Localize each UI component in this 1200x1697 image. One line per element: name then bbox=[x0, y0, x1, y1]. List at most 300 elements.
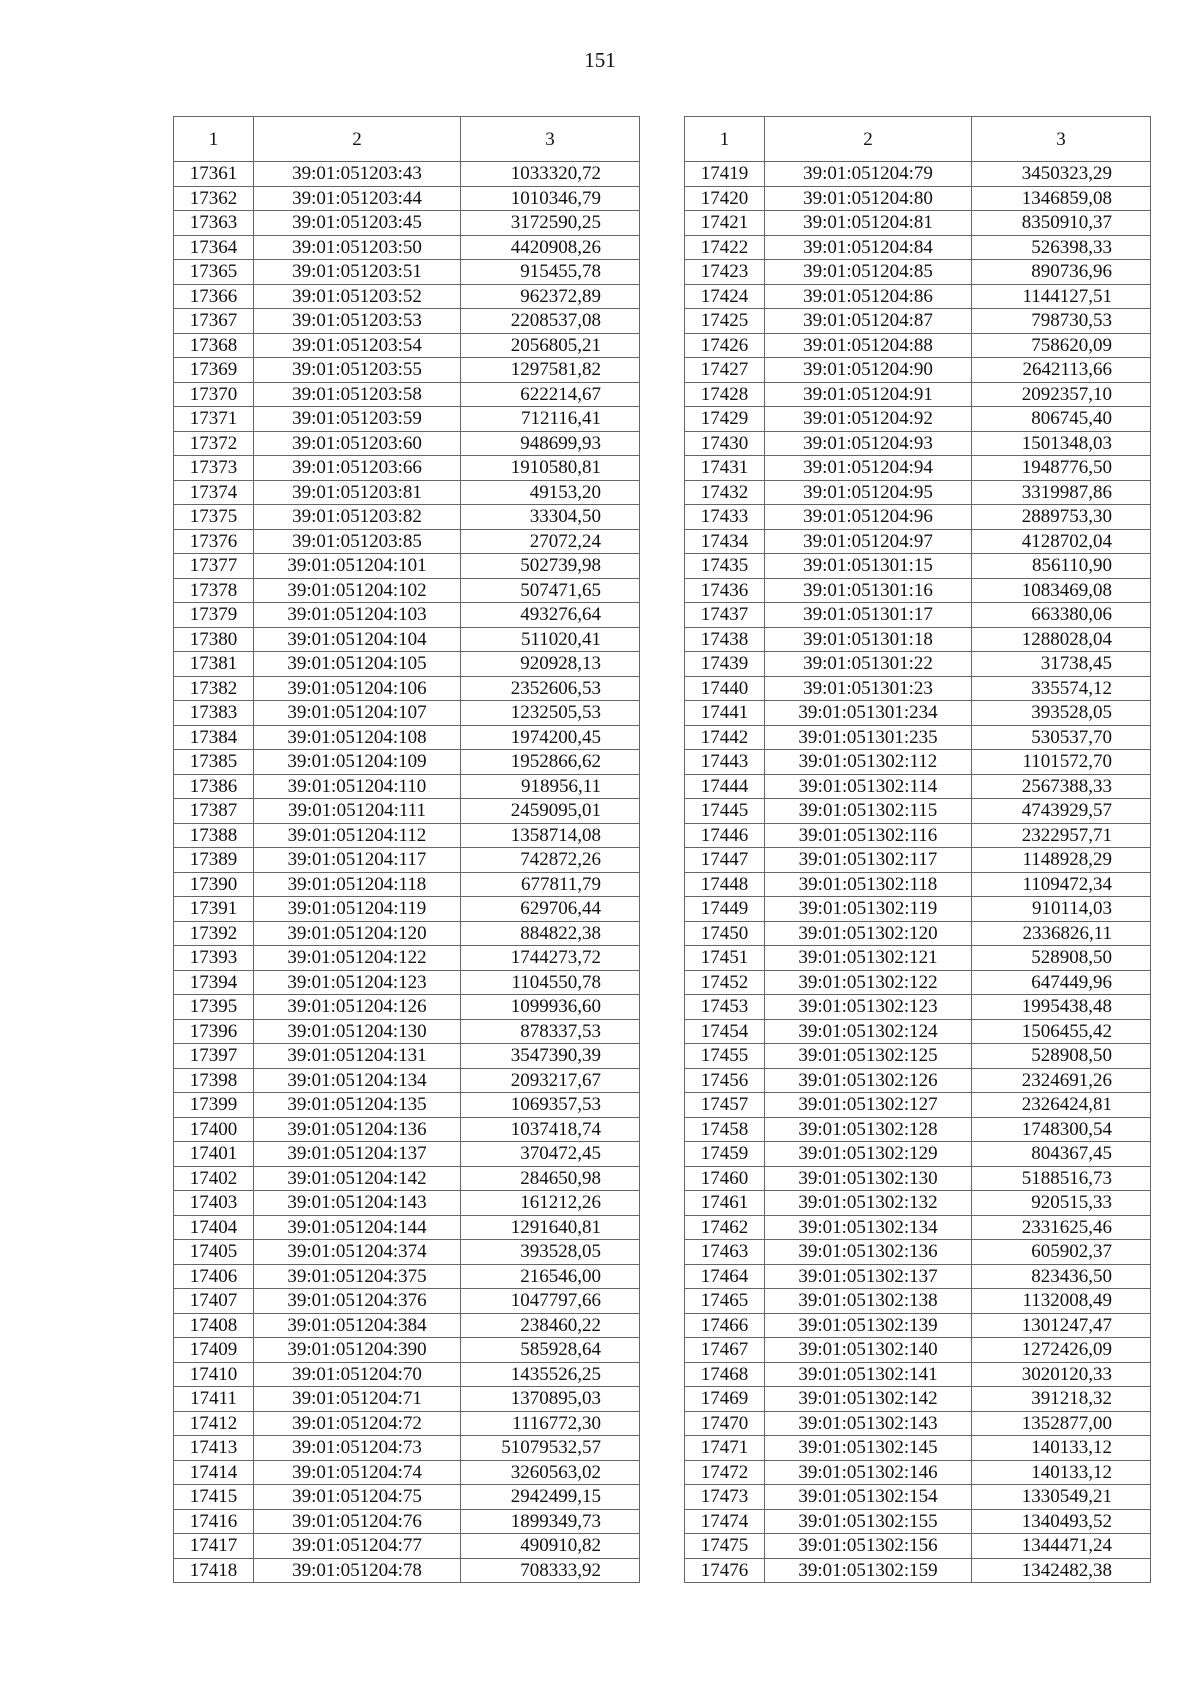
table-row bbox=[685, 1093, 1151, 1118]
cadastral-value: 3319987,86 bbox=[972, 480, 1151, 505]
cadastral-value: 3547390,39 bbox=[461, 1044, 640, 1069]
row-number: 17410 bbox=[174, 1362, 254, 1387]
cadastral-value: 51079532,57 bbox=[461, 1436, 640, 1461]
table-row bbox=[685, 186, 1151, 211]
cadastral-value: 2092357,10 bbox=[972, 382, 1151, 407]
table-row bbox=[685, 1166, 1151, 1191]
cadastral-number: 39:01:051302:126 bbox=[765, 1068, 972, 1093]
row-number: 17423 bbox=[685, 260, 765, 285]
row-number: 17429 bbox=[685, 407, 765, 432]
cadastral-value: 5188516,73 bbox=[972, 1166, 1151, 1191]
cadastral-number: 39:01:051203:43 bbox=[254, 162, 461, 187]
cadastral-number: 39:01:051301:23 bbox=[765, 676, 972, 701]
cadastral-number: 39:01:051302:142 bbox=[765, 1387, 972, 1412]
cadastral-number: 39:01:051302:129 bbox=[765, 1142, 972, 1167]
cadastral-number: 39:01:051203:82 bbox=[254, 505, 461, 530]
table-row bbox=[174, 407, 640, 432]
cadastral-number: 39:01:051204:87 bbox=[765, 309, 972, 334]
row-number: 17466 bbox=[685, 1313, 765, 1338]
row-number: 17445 bbox=[685, 799, 765, 824]
table-row bbox=[685, 1485, 1151, 1510]
table-row bbox=[685, 848, 1151, 873]
table-row bbox=[685, 799, 1151, 824]
table-row bbox=[685, 603, 1151, 628]
row-number: 17420 bbox=[685, 186, 765, 211]
cadastral-value: 335574,12 bbox=[972, 676, 1151, 701]
cadastral-value: 1069357,53 bbox=[461, 1093, 640, 1118]
row-number: 17476 bbox=[685, 1558, 765, 1583]
cadastral-number: 39:01:051302:119 bbox=[765, 897, 972, 922]
table-row bbox=[685, 554, 1151, 579]
cadastral-value: 1952866,62 bbox=[461, 750, 640, 775]
table-row bbox=[685, 260, 1151, 285]
row-number: 17435 bbox=[685, 554, 765, 579]
table-row bbox=[685, 235, 1151, 260]
cadastral-value: 2352606,53 bbox=[461, 676, 640, 701]
row-number: 17407 bbox=[174, 1289, 254, 1314]
row-number: 17403 bbox=[174, 1191, 254, 1216]
row-number: 17458 bbox=[685, 1117, 765, 1142]
cadastral-value: 1995438,48 bbox=[972, 995, 1151, 1020]
cadastral-value: 490910,82 bbox=[461, 1534, 640, 1559]
row-number: 17430 bbox=[685, 431, 765, 456]
row-number: 17392 bbox=[174, 921, 254, 946]
row-number: 17467 bbox=[685, 1338, 765, 1363]
row-number: 17464 bbox=[685, 1264, 765, 1289]
table-row bbox=[685, 701, 1151, 726]
table-row bbox=[685, 1509, 1151, 1534]
table-row bbox=[174, 1142, 640, 1167]
cadastral-value: 1132008,49 bbox=[972, 1289, 1151, 1314]
cadastral-number: 39:01:051204:73 bbox=[254, 1436, 461, 1461]
cadastral-value: 4128702,04 bbox=[972, 529, 1151, 554]
table-row bbox=[685, 480, 1151, 505]
table-row bbox=[685, 1534, 1151, 1559]
left-table-body bbox=[174, 162, 640, 1583]
cadastral-value: 712116,41 bbox=[461, 407, 640, 432]
cadastral-value: 605902,37 bbox=[972, 1240, 1151, 1265]
cadastral-number: 39:01:051302:112 bbox=[765, 750, 972, 775]
table-row bbox=[685, 505, 1151, 530]
cadastral-number: 39:01:051204:70 bbox=[254, 1362, 461, 1387]
cadastral-number: 39:01:051204:84 bbox=[765, 235, 972, 260]
table-row bbox=[174, 1362, 640, 1387]
cadastral-value: 1109472,34 bbox=[972, 872, 1151, 897]
cadastral-number: 39:01:051204:117 bbox=[254, 848, 461, 873]
table-row bbox=[174, 970, 640, 995]
cadastral-value: 2942499,15 bbox=[461, 1485, 640, 1510]
row-number: 17473 bbox=[685, 1485, 765, 1510]
cadastral-value: 3260563,02 bbox=[461, 1460, 640, 1485]
cadastral-value: 1346859,08 bbox=[972, 186, 1151, 211]
table-row bbox=[685, 1240, 1151, 1265]
row-number: 17468 bbox=[685, 1362, 765, 1387]
cadastral-number: 39:01:051204:126 bbox=[254, 995, 461, 1020]
cadastral-value: 526398,33 bbox=[972, 235, 1151, 260]
row-number: 17390 bbox=[174, 872, 254, 897]
table-row bbox=[685, 750, 1151, 775]
cadastral-number: 39:01:051301:234 bbox=[765, 701, 972, 726]
row-number: 17398 bbox=[174, 1068, 254, 1093]
table-row bbox=[174, 1240, 640, 1265]
table-row bbox=[685, 1068, 1151, 1093]
table-row bbox=[685, 211, 1151, 236]
table-row bbox=[174, 1019, 640, 1044]
table-row bbox=[174, 701, 640, 726]
cadastral-value: 1037418,74 bbox=[461, 1117, 640, 1142]
cadastral-value: 2567388,33 bbox=[972, 774, 1151, 799]
cadastral-value: 798730,53 bbox=[972, 309, 1151, 334]
table-row bbox=[685, 1264, 1151, 1289]
cadastral-number: 39:01:051203:81 bbox=[254, 480, 461, 505]
row-number: 17450 bbox=[685, 921, 765, 946]
cadastral-number: 39:01:051302:118 bbox=[765, 872, 972, 897]
cadastral-number: 39:01:051204:119 bbox=[254, 897, 461, 922]
cadastral-number: 39:01:051302:141 bbox=[765, 1362, 972, 1387]
table-row bbox=[174, 333, 640, 358]
cadastral-value: 823436,50 bbox=[972, 1264, 1151, 1289]
row-number: 17385 bbox=[174, 750, 254, 775]
row-number: 17363 bbox=[174, 211, 254, 236]
table-row bbox=[174, 431, 640, 456]
row-number: 17438 bbox=[685, 627, 765, 652]
table-row bbox=[685, 995, 1151, 1020]
table-row bbox=[174, 774, 640, 799]
cadastral-number: 39:01:051302:140 bbox=[765, 1338, 972, 1363]
row-number: 17408 bbox=[174, 1313, 254, 1338]
cadastral-number: 39:01:051203:55 bbox=[254, 358, 461, 383]
cadastral-number: 39:01:051204:143 bbox=[254, 1191, 461, 1216]
row-number: 17393 bbox=[174, 946, 254, 971]
cadastral-value: 1232505,53 bbox=[461, 701, 640, 726]
row-number: 17387 bbox=[174, 799, 254, 824]
row-number: 17422 bbox=[685, 235, 765, 260]
cadastral-number: 39:01:051302:127 bbox=[765, 1093, 972, 1118]
cadastral-value: 31738,45 bbox=[972, 652, 1151, 677]
cadastral-value: 528908,50 bbox=[972, 946, 1151, 971]
right-table bbox=[684, 116, 1151, 1583]
cadastral-value: 1083469,08 bbox=[972, 578, 1151, 603]
cadastral-number: 39:01:051204:81 bbox=[765, 211, 972, 236]
row-number: 17465 bbox=[685, 1289, 765, 1314]
cadastral-value: 502739,98 bbox=[461, 554, 640, 579]
row-number: 17406 bbox=[174, 1264, 254, 1289]
row-number: 17374 bbox=[174, 480, 254, 505]
cadastral-number: 39:01:051204:376 bbox=[254, 1289, 461, 1314]
header-col-2: 2 bbox=[254, 117, 461, 162]
table-row bbox=[685, 456, 1151, 481]
table-row bbox=[174, 1093, 640, 1118]
row-number: 17418 bbox=[174, 1558, 254, 1583]
table-row bbox=[685, 1044, 1151, 1069]
row-number: 17472 bbox=[685, 1460, 765, 1485]
table-row bbox=[174, 358, 640, 383]
cadastral-value: 890736,96 bbox=[972, 260, 1151, 285]
right-table-body bbox=[685, 162, 1151, 1583]
row-number: 17381 bbox=[174, 652, 254, 677]
row-number: 17395 bbox=[174, 995, 254, 1020]
table-row bbox=[174, 603, 640, 628]
row-number: 17364 bbox=[174, 235, 254, 260]
row-number: 17475 bbox=[685, 1534, 765, 1559]
cadastral-value: 1148928,29 bbox=[972, 848, 1151, 873]
cadastral-value: 391218,32 bbox=[972, 1387, 1151, 1412]
cadastral-number: 39:01:051302:130 bbox=[765, 1166, 972, 1191]
cadastral-number: 39:01:051204:142 bbox=[254, 1166, 461, 1191]
table-row bbox=[174, 235, 640, 260]
table-row bbox=[685, 358, 1151, 383]
row-number: 17426 bbox=[685, 333, 765, 358]
cadastral-value: 33304,50 bbox=[461, 505, 640, 530]
cadastral-number: 39:01:051203:53 bbox=[254, 309, 461, 334]
cadastral-value: 2208537,08 bbox=[461, 309, 640, 334]
row-number: 17401 bbox=[174, 1142, 254, 1167]
cadastral-value: 161212,26 bbox=[461, 1191, 640, 1216]
cadastral-value: 2322957,71 bbox=[972, 823, 1151, 848]
cadastral-value: 1435526,25 bbox=[461, 1362, 640, 1387]
cadastral-value: 910114,03 bbox=[972, 897, 1151, 922]
cadastral-number: 39:01:051302:154 bbox=[765, 1485, 972, 1510]
row-number: 17361 bbox=[174, 162, 254, 187]
row-number: 17413 bbox=[174, 1436, 254, 1461]
cadastral-number: 39:01:051302:139 bbox=[765, 1313, 972, 1338]
table-row bbox=[685, 1313, 1151, 1338]
cadastral-value: 8350910,37 bbox=[972, 211, 1151, 236]
cadastral-number: 39:01:051204:107 bbox=[254, 701, 461, 726]
cadastral-number: 39:01:051302:134 bbox=[765, 1215, 972, 1240]
row-number: 17437 bbox=[685, 603, 765, 628]
table-row bbox=[174, 1191, 640, 1216]
cadastral-number: 39:01:051204:80 bbox=[765, 186, 972, 211]
row-number: 17470 bbox=[685, 1411, 765, 1436]
cadastral-value: 370472,45 bbox=[461, 1142, 640, 1167]
cadastral-value: 140133,12 bbox=[972, 1460, 1151, 1485]
cadastral-number: 39:01:051203:50 bbox=[254, 235, 461, 260]
cadastral-number: 39:01:051204:74 bbox=[254, 1460, 461, 1485]
row-number: 17431 bbox=[685, 456, 765, 481]
cadastral-number: 39:01:051203:52 bbox=[254, 284, 461, 309]
cadastral-number: 39:01:051204:105 bbox=[254, 652, 461, 677]
cadastral-value: 393528,05 bbox=[972, 701, 1151, 726]
cadastral-number: 39:01:051302:136 bbox=[765, 1240, 972, 1265]
table-row bbox=[174, 505, 640, 530]
table-row bbox=[685, 1558, 1151, 1583]
table-row bbox=[174, 627, 640, 652]
cadastral-value: 585928,64 bbox=[461, 1338, 640, 1363]
table-row bbox=[174, 1411, 640, 1436]
cadastral-value: 1291640,81 bbox=[461, 1215, 640, 1240]
cadastral-number: 39:01:051204:112 bbox=[254, 823, 461, 848]
table-row bbox=[685, 284, 1151, 309]
row-number: 17460 bbox=[685, 1166, 765, 1191]
cadastral-value: 677811,79 bbox=[461, 872, 640, 897]
row-number: 17443 bbox=[685, 750, 765, 775]
cadastral-number: 39:01:051204:91 bbox=[765, 382, 972, 407]
row-number: 17448 bbox=[685, 872, 765, 897]
cadastral-value: 2326424,81 bbox=[972, 1093, 1151, 1118]
row-number: 17369 bbox=[174, 358, 254, 383]
cadastral-number: 39:01:051302:137 bbox=[765, 1264, 972, 1289]
row-number: 17419 bbox=[685, 162, 765, 187]
cadastral-number: 39:01:051302:114 bbox=[765, 774, 972, 799]
table-row bbox=[685, 407, 1151, 432]
cadastral-value: 1358714,08 bbox=[461, 823, 640, 848]
cadastral-number: 39:01:051204:375 bbox=[254, 1264, 461, 1289]
cadastral-value: 216546,00 bbox=[461, 1264, 640, 1289]
table-row bbox=[174, 260, 640, 285]
cadastral-number: 39:01:051204:106 bbox=[254, 676, 461, 701]
row-number: 17447 bbox=[685, 848, 765, 873]
table-row bbox=[685, 578, 1151, 603]
cadastral-number: 39:01:051204:71 bbox=[254, 1387, 461, 1412]
table-row bbox=[685, 1289, 1151, 1314]
cadastral-number: 39:01:051301:16 bbox=[765, 578, 972, 603]
table-row bbox=[174, 652, 640, 677]
cadastral-number: 39:01:051301:18 bbox=[765, 627, 972, 652]
cadastral-value: 1272426,09 bbox=[972, 1338, 1151, 1363]
cadastral-value: 962372,89 bbox=[461, 284, 640, 309]
table-row bbox=[685, 725, 1151, 750]
table-row bbox=[685, 1019, 1151, 1044]
table-row bbox=[174, 725, 640, 750]
row-number: 17388 bbox=[174, 823, 254, 848]
cadastral-value: 1116772,30 bbox=[461, 1411, 640, 1436]
row-number: 17365 bbox=[174, 260, 254, 285]
cadastral-number: 39:01:051203:59 bbox=[254, 407, 461, 432]
cadastral-number: 39:01:051302:120 bbox=[765, 921, 972, 946]
table-row bbox=[685, 946, 1151, 971]
cadastral-value: 493276,64 bbox=[461, 603, 640, 628]
row-number: 17405 bbox=[174, 1240, 254, 1265]
table-row bbox=[174, 1117, 640, 1142]
cadastral-number: 39:01:051203:54 bbox=[254, 333, 461, 358]
table-row bbox=[174, 309, 640, 334]
cadastral-number: 39:01:051203:44 bbox=[254, 186, 461, 211]
row-number: 17366 bbox=[174, 284, 254, 309]
cadastral-value: 1047797,66 bbox=[461, 1289, 640, 1314]
cadastral-number: 39:01:051204:92 bbox=[765, 407, 972, 432]
cadastral-value: 1748300,54 bbox=[972, 1117, 1151, 1142]
row-number: 17384 bbox=[174, 725, 254, 750]
cadastral-number: 39:01:051203:85 bbox=[254, 529, 461, 554]
cadastral-number: 39:01:051301:235 bbox=[765, 725, 972, 750]
row-number: 17455 bbox=[685, 1044, 765, 1069]
row-number: 17457 bbox=[685, 1093, 765, 1118]
cadastral-number: 39:01:051204:130 bbox=[254, 1019, 461, 1044]
cadastral-value: 1297581,82 bbox=[461, 358, 640, 383]
cadastral-value: 1506455,42 bbox=[972, 1019, 1151, 1044]
cadastral-number: 39:01:051204:136 bbox=[254, 1117, 461, 1142]
row-number: 17382 bbox=[174, 676, 254, 701]
row-number: 17454 bbox=[685, 1019, 765, 1044]
cadastral-number: 39:01:051302:116 bbox=[765, 823, 972, 848]
row-number: 17400 bbox=[174, 1117, 254, 1142]
cadastral-number: 39:01:051204:97 bbox=[765, 529, 972, 554]
cadastral-number: 39:01:051302:124 bbox=[765, 1019, 972, 1044]
cadastral-number: 39:01:051302:121 bbox=[765, 946, 972, 971]
table-row bbox=[685, 529, 1151, 554]
cadastral-number: 39:01:051204:144 bbox=[254, 1215, 461, 1240]
table-row bbox=[685, 333, 1151, 358]
header-row bbox=[685, 117, 1151, 162]
cadastral-number: 39:01:051204:75 bbox=[254, 1485, 461, 1510]
cadastral-number: 39:01:051302:117 bbox=[765, 848, 972, 873]
cadastral-value: 2331625,46 bbox=[972, 1215, 1151, 1240]
row-number: 17456 bbox=[685, 1068, 765, 1093]
cadastral-number: 39:01:051301:22 bbox=[765, 652, 972, 677]
table-row bbox=[174, 1068, 640, 1093]
row-number: 17424 bbox=[685, 284, 765, 309]
cadastral-value: 393528,05 bbox=[461, 1240, 640, 1265]
cadastral-number: 39:01:051204:103 bbox=[254, 603, 461, 628]
row-number: 17409 bbox=[174, 1338, 254, 1363]
cadastral-value: 1744273,72 bbox=[461, 946, 640, 971]
cadastral-value: 878337,53 bbox=[461, 1019, 640, 1044]
cadastral-number: 39:01:051204:111 bbox=[254, 799, 461, 824]
row-number: 17367 bbox=[174, 309, 254, 334]
cadastral-value: 238460,22 bbox=[461, 1313, 640, 1338]
table-row bbox=[174, 529, 640, 554]
row-number: 17412 bbox=[174, 1411, 254, 1436]
cadastral-number: 39:01:051204:108 bbox=[254, 725, 461, 750]
cadastral-number: 39:01:051204:95 bbox=[765, 480, 972, 505]
table-row bbox=[174, 1044, 640, 1069]
row-number: 17428 bbox=[685, 382, 765, 407]
cadastral-value: 948699,93 bbox=[461, 431, 640, 456]
cadastral-number: 39:01:051204:102 bbox=[254, 578, 461, 603]
row-number: 17439 bbox=[685, 652, 765, 677]
row-number: 17389 bbox=[174, 848, 254, 873]
row-number: 17377 bbox=[174, 554, 254, 579]
table-row bbox=[174, 1534, 640, 1559]
table-row bbox=[174, 578, 640, 603]
row-number: 17383 bbox=[174, 701, 254, 726]
row-number: 17425 bbox=[685, 309, 765, 334]
cadastral-value: 140133,12 bbox=[972, 1436, 1151, 1461]
cadastral-value: 920928,13 bbox=[461, 652, 640, 677]
cadastral-value: 1301247,47 bbox=[972, 1313, 1151, 1338]
table-row bbox=[685, 1411, 1151, 1436]
cadastral-number: 39:01:051204:374 bbox=[254, 1240, 461, 1265]
table-row bbox=[174, 1558, 640, 1583]
cadastral-value: 918956,11 bbox=[461, 774, 640, 799]
row-number: 17440 bbox=[685, 676, 765, 701]
cadastral-number: 39:01:051204:109 bbox=[254, 750, 461, 775]
table-row bbox=[685, 1142, 1151, 1167]
cadastral-value: 27072,24 bbox=[461, 529, 640, 554]
cadastral-number: 39:01:051302:159 bbox=[765, 1558, 972, 1583]
cadastral-value: 1099936,60 bbox=[461, 995, 640, 1020]
cadastral-value: 1501348,03 bbox=[972, 431, 1151, 456]
row-number: 17391 bbox=[174, 897, 254, 922]
table-row bbox=[685, 431, 1151, 456]
row-number: 17449 bbox=[685, 897, 765, 922]
cadastral-number: 39:01:051204:120 bbox=[254, 921, 461, 946]
cadastral-value: 1104550,78 bbox=[461, 970, 640, 995]
row-number: 17436 bbox=[685, 578, 765, 603]
table-row bbox=[174, 284, 640, 309]
table-row bbox=[685, 970, 1151, 995]
header-col-2: 2 bbox=[765, 117, 972, 162]
row-number: 17469 bbox=[685, 1387, 765, 1412]
table-row bbox=[174, 554, 640, 579]
header-col-3: 3 bbox=[972, 117, 1151, 162]
table-row bbox=[685, 1387, 1151, 1412]
table-row bbox=[174, 1436, 640, 1461]
cadastral-value: 1352877,00 bbox=[972, 1411, 1151, 1436]
table-row bbox=[685, 921, 1151, 946]
cadastral-number: 39:01:051204:122 bbox=[254, 946, 461, 971]
